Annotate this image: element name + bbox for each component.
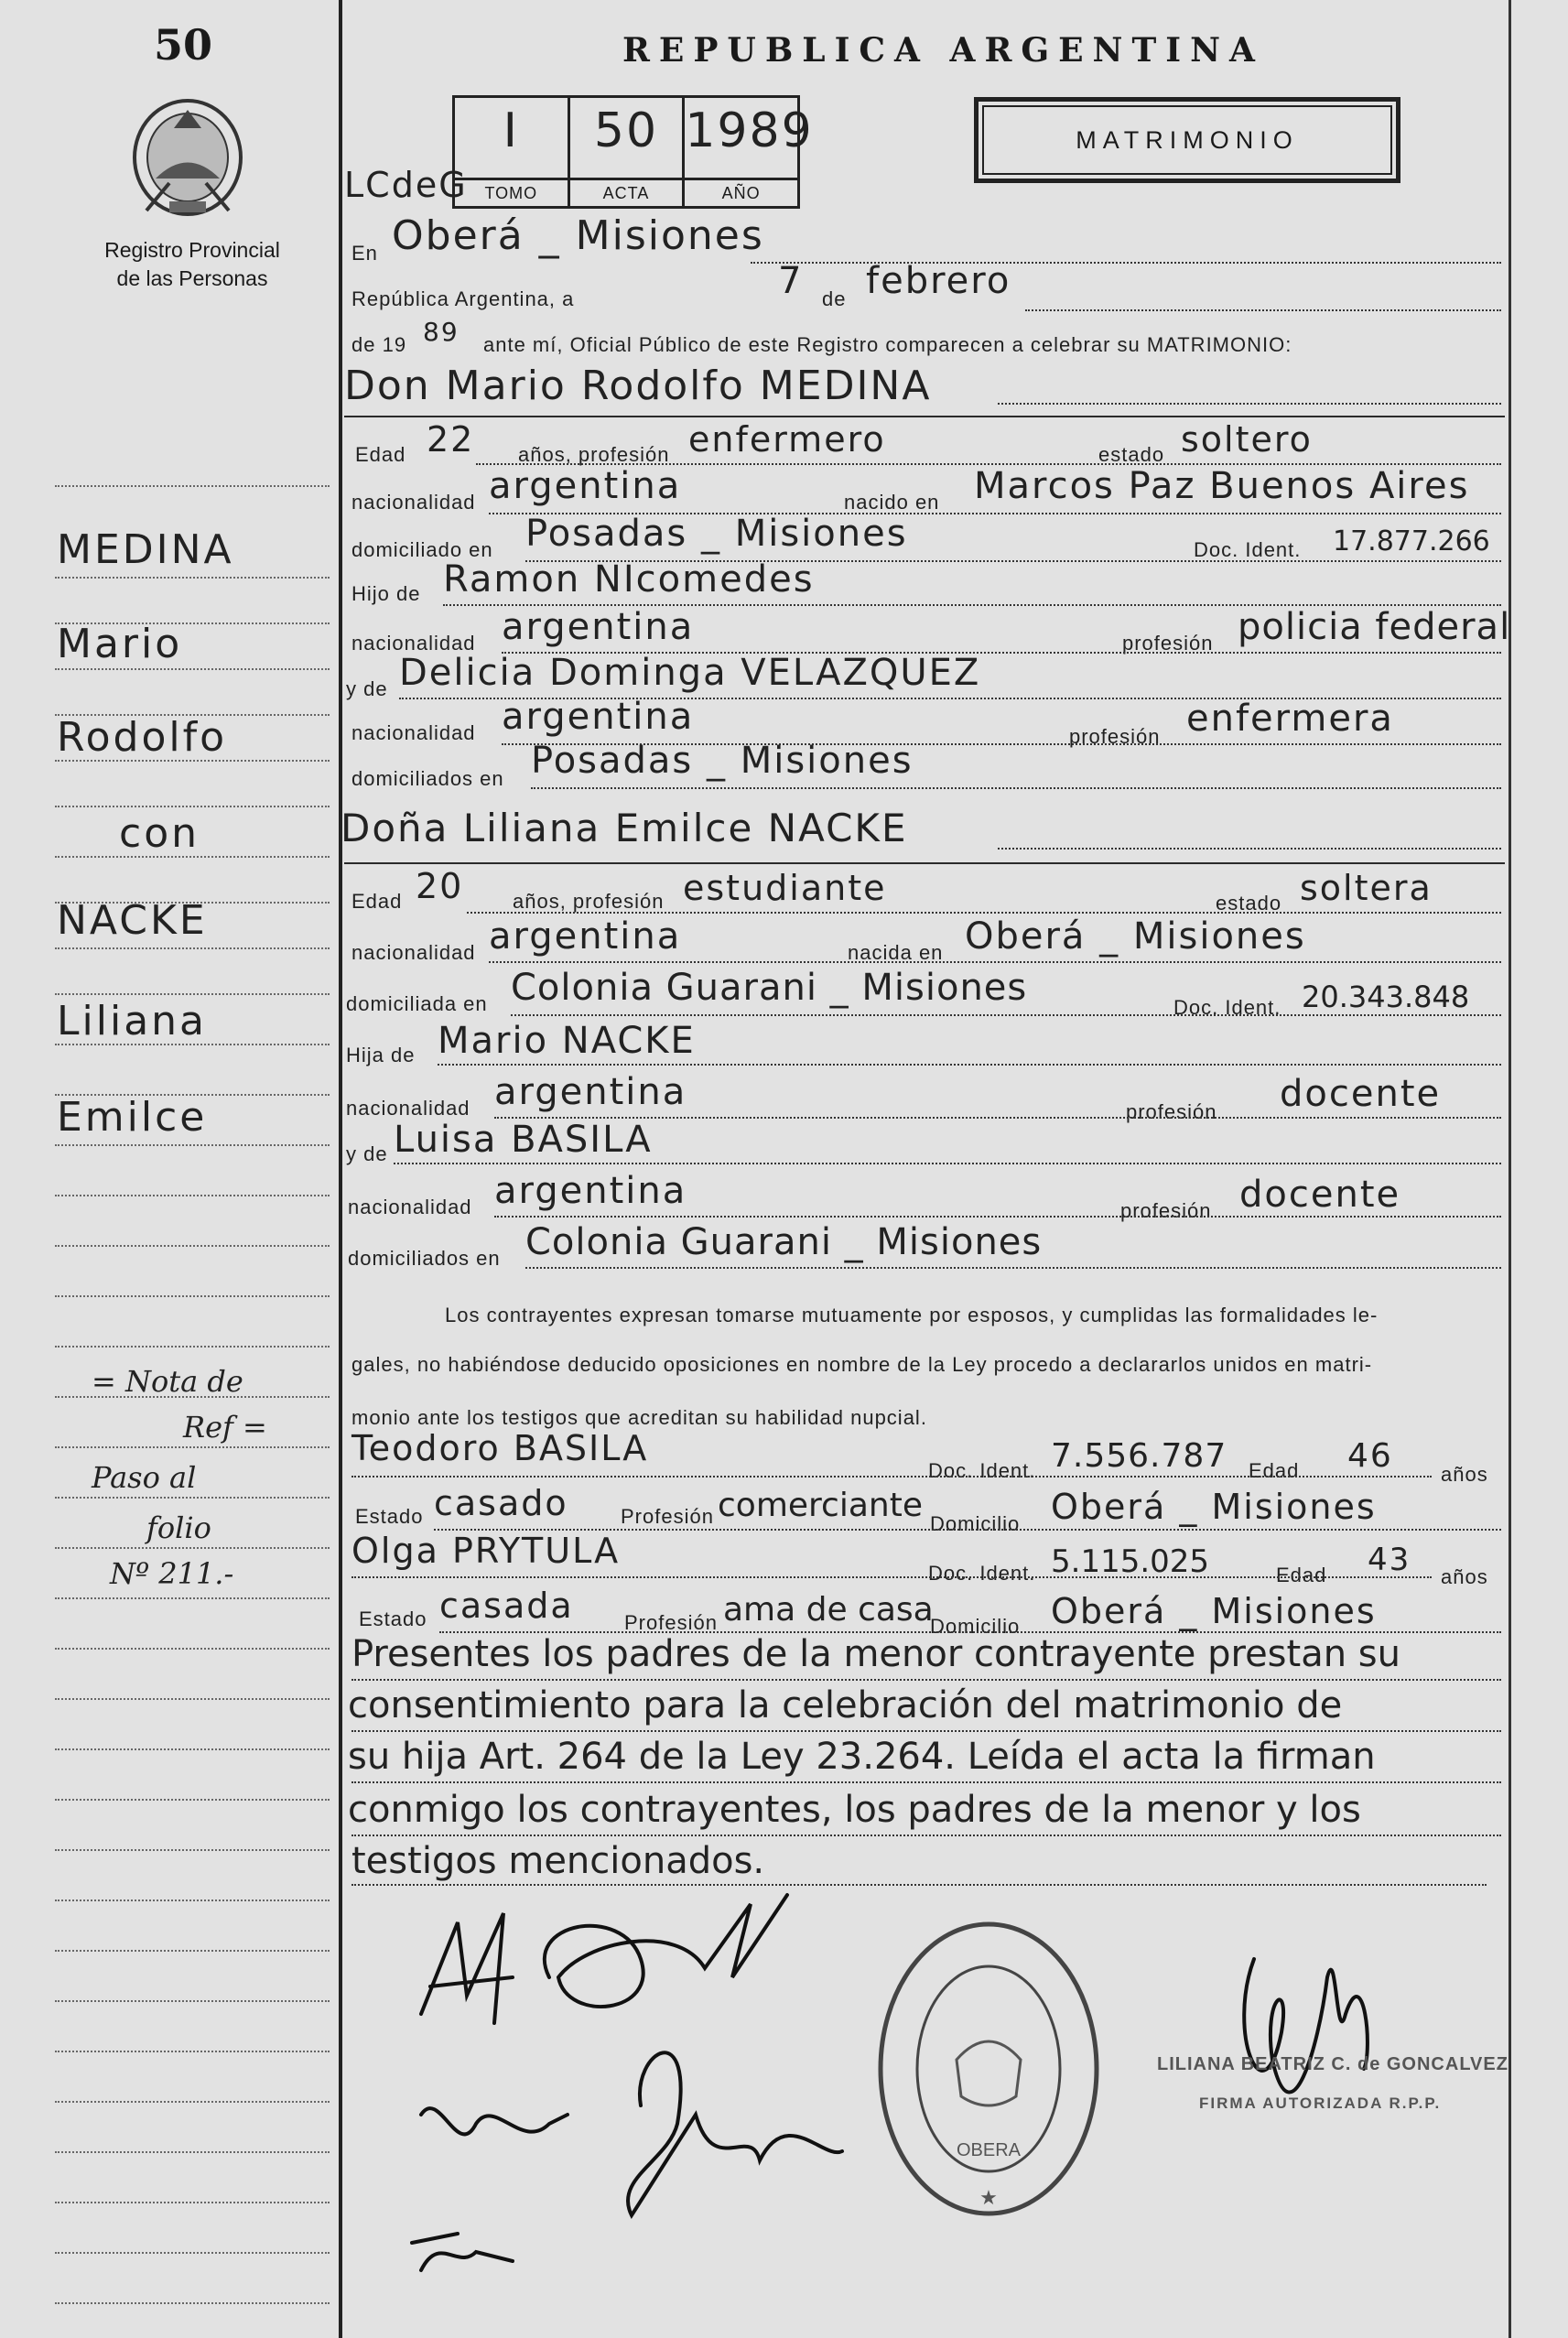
witness1-status: casado [434, 1483, 568, 1523]
ano-cell [685, 98, 814, 206]
book-prefix: LCdeG [344, 165, 468, 205]
bride-father-nat-label: nacionalidad [346, 1097, 470, 1120]
groom-yde-label: y de [346, 677, 388, 700]
acta-cell [570, 98, 686, 206]
date-line [1025, 309, 1501, 311]
bride-hija-label: Hija de [346, 1044, 416, 1066]
groom-father-prof-label: profesión [1122, 632, 1214, 655]
note-line-4: conmigo los contrayentes, los padres de la menor y los [348, 1789, 1361, 1831]
left-margin-rule [339, 0, 342, 2338]
bride-yde-label: y de [346, 1142, 388, 1165]
bride-parents-dom-line [525, 1267, 1501, 1269]
bride-mother-nat-label: nacionalidad [348, 1196, 472, 1218]
margin-line [55, 2302, 330, 2304]
groom-father-nat-label: nacionalidad [351, 632, 476, 655]
bride-doc-label: Doc. Ident. [1173, 996, 1281, 1019]
registry-line-1: Registro Provincial [104, 238, 280, 262]
official-signature [1227, 1922, 1391, 2160]
witness1-estado-label: Estado [355, 1505, 424, 1528]
margin-line [55, 1446, 330, 1448]
margin-line [55, 1597, 330, 1599]
bride-parents-dom: Colonia Guarani _ Misiones [525, 1221, 1043, 1263]
witness2-edad-label: Edad [1276, 1564, 1327, 1586]
bride-domicile: Colonia Guarani _ Misiones [511, 967, 1028, 1009]
acta-label: ACTA [570, 178, 683, 206]
registry-stamp [870, 1913, 1108, 2224]
republica-label: República Argentina, a [351, 287, 575, 310]
groom-father: Ramon NIcomedes [443, 558, 815, 601]
groom-domicile: Posadas _ Misiones [525, 513, 908, 555]
margin-line [55, 1950, 330, 1952]
margin-bride-first-name: Liliana [57, 998, 207, 1045]
witness1-name: Teodoro BASILA [351, 1428, 649, 1468]
groom-mother: Delicia Dominga VELAZQUEZ [399, 652, 981, 694]
groom-age: 22 [427, 419, 475, 460]
margin-line [55, 1900, 330, 1901]
margin-line [55, 1799, 330, 1801]
bride-father-prof: docente [1280, 1073, 1442, 1115]
margin-line [55, 1748, 330, 1750]
witness1-profession: comerciante [718, 1487, 923, 1524]
bride-age: 20 [416, 866, 464, 906]
margin-line [55, 1195, 330, 1196]
margin-line [55, 2252, 330, 2254]
note-line-3-rule [351, 1781, 1501, 1783]
note-line-1: Presentes los padres de la menor contrayente prestan su [351, 1633, 1400, 1675]
margin-note-line-4: folio [146, 1510, 211, 1545]
ano-label: AÑO [685, 178, 797, 206]
margin-line [55, 947, 330, 949]
note-line-5: testigos mencionados. [351, 1840, 765, 1882]
declaration-line-2: gales, no habiéndose deducido oposiciones en nombre de la Ley procedo a declararlos unidos en matri- [351, 1353, 1373, 1376]
witness2-status: casada [439, 1586, 574, 1626]
bride-edad-label: Edad [351, 890, 403, 913]
groom-name-line [998, 403, 1501, 405]
tomo-value: I [503, 103, 519, 158]
bride-age-line [467, 912, 1501, 914]
note-line-1-rule [351, 1679, 1501, 1681]
bride-mother-prof-label: profesión [1120, 1199, 1212, 1222]
tomo-cell [455, 98, 570, 206]
groom-dom-label: domiciliado en [351, 538, 493, 561]
groom-doc-label: Doc. Ident. [1194, 538, 1302, 561]
signatures-block [403, 1886, 915, 2325]
groom-parents-dom-line [531, 787, 1501, 789]
bride-nationality: argentina [489, 915, 682, 958]
margin-groom-middle-name: Rodolfo [57, 714, 227, 761]
official-title: FIRMA AUTORIZADA R.P.P. [1199, 2094, 1442, 2112]
bride-mother-nat-line [494, 1216, 1501, 1218]
year-prefix: de 19 [351, 333, 407, 356]
margin-line [55, 2101, 330, 2103]
bride-mother: Luisa BASILA [394, 1119, 653, 1161]
en-label: En [351, 242, 378, 265]
groom-parents-dom: Posadas _ Misiones [531, 740, 914, 782]
groom-father-nat: argentina [502, 606, 695, 648]
bride-dom-line [511, 1014, 1501, 1016]
ano-value: 1989 [685, 103, 814, 158]
page-number: 50 [154, 20, 213, 70]
groom-mother-prof: enfermera [1186, 698, 1394, 740]
note-line-2: consentimiento para la celebración del matrimonio de [348, 1684, 1343, 1726]
groom-nationality: argentina [489, 465, 682, 507]
witness1-doc-label: Doc. Ident. [928, 1459, 1036, 1482]
groom-estado-label: estado [1098, 443, 1165, 466]
margin-line [55, 1346, 330, 1348]
groom-status: soltero [1181, 419, 1313, 460]
month-value: febrero [866, 260, 1011, 302]
bride-name: Doña Liliana Emilce NACKE [341, 806, 908, 850]
groom-anos-prof-label: años, profesión [518, 443, 670, 466]
witness2-prof-label: Profesión [624, 1611, 718, 1634]
groom-nac-label: nacionalidad [351, 491, 476, 514]
margin-line [55, 1144, 330, 1146]
groom-parents-dom-label: domiciliados en [351, 767, 504, 790]
groom-mother-nat: argentina [502, 696, 695, 738]
margin-groom-surname: MEDINA [57, 526, 234, 573]
right-margin-rule [1509, 0, 1511, 2338]
margin-line [55, 1698, 330, 1700]
groom-birthplace: Marcos Paz Buenos Aires [974, 465, 1470, 507]
bride-mother-line [394, 1163, 1501, 1164]
registry-name [73, 236, 311, 293]
stamp-city: OBERA [956, 2140, 1022, 2160]
margin-bride-surname: NACKE [57, 897, 208, 944]
margin-note-line-3: Paso al [92, 1460, 197, 1495]
acta-value: 50 [593, 103, 659, 158]
witness2-profession: ama de casa [723, 1591, 934, 1629]
declaration-line-3: monio ante los testigos que acreditan su habilidad nupcial. [351, 1406, 927, 1429]
witness1-edad-label: Edad [1249, 1459, 1300, 1482]
witness1-age: 46 [1347, 1437, 1393, 1475]
country-heading: REPUBLICA ARGENTINA [622, 31, 1264, 70]
margin-line [55, 1648, 330, 1650]
witness-signature [412, 2234, 513, 2270]
margin-line [55, 2051, 330, 2052]
groom-edad-label: Edad [355, 443, 406, 466]
bride-profession: estudiante [683, 868, 887, 908]
place-line [751, 262, 1501, 264]
witness2-name: Olga PRYTULA [351, 1531, 621, 1571]
margin-line [55, 806, 330, 807]
witness1-domicile: Oberá _ Misiones [1051, 1487, 1377, 1527]
margin-line [55, 2202, 330, 2203]
mother-signature [628, 2052, 842, 2215]
margin-line [55, 1497, 330, 1499]
reference-box [452, 95, 814, 209]
margin-note-line-2: Ref = [183, 1410, 267, 1445]
note-line-2-rule [351, 1730, 1501, 1732]
groom-hijo-label: Hijo de [351, 582, 421, 605]
groom-mother-prof-label: profesión [1069, 725, 1161, 748]
witness2-line [351, 1576, 1432, 1578]
groom-rule [344, 416, 1505, 417]
groom-doc: 17.877.266 [1333, 525, 1490, 557]
witness2-doc-label: Doc. Ident. [928, 1562, 1036, 1585]
bride-signature [545, 1895, 787, 2007]
margin-note-line-5: Nº 211.- [110, 1556, 234, 1591]
bride-father: Mario NACKE [438, 1020, 696, 1062]
bride-father-line [438, 1064, 1501, 1066]
bride-mother-prof: docente [1239, 1174, 1401, 1216]
margin-line [55, 485, 330, 487]
groom-signature [421, 1913, 513, 2023]
bride-father-nat: argentina [494, 1071, 687, 1113]
bride-nacida-label: nacida en [848, 941, 944, 964]
statement-text: ante mí, Oficial Público de este Registro comparecen a celebrar su MATRIMONIO: [483, 333, 1292, 356]
groom-profession: enfermero [688, 419, 886, 460]
bride-rule [344, 862, 1505, 864]
witness1-doc: 7.556.787 [1051, 1437, 1227, 1475]
declaration-line-1: Los contrayentes expresan tomarse mutuamente por esposos, y cumplidas las formalidades le- [445, 1304, 1379, 1326]
place-value: Oberá _ Misiones [392, 212, 764, 259]
bride-status: soltera [1300, 868, 1433, 908]
witness2-anos-label: años [1441, 1565, 1488, 1588]
witness2-age: 43 [1368, 1542, 1411, 1578]
bride-anos-prof-label: años, profesión [513, 890, 665, 913]
witness1-prof-label: Profesión [621, 1505, 714, 1528]
groom-nacido-label: nacido en [844, 491, 940, 514]
margin-note-line-1: = Nota de [92, 1364, 243, 1399]
bride-estado-label: estado [1216, 892, 1282, 915]
groom-name: Don Mario Rodolfo MEDINA [344, 363, 932, 409]
father-signature [421, 2108, 568, 2134]
bride-nac-line [489, 961, 1501, 963]
margin-line [55, 1295, 330, 1297]
witness2-dom-label: Domicilio [930, 1615, 1021, 1638]
witness1-anos-label: años [1441, 1463, 1488, 1486]
margin-line [55, 577, 330, 579]
registry-line-2: de las Personas [116, 266, 268, 290]
bride-parents-dom-label: domiciliados en [348, 1247, 501, 1270]
bride-nac-label: nacionalidad [351, 941, 476, 964]
margin-line [55, 668, 330, 670]
witness1-dom-label: Domicilio [930, 1512, 1021, 1535]
margin-bride-middle-name: Emilce [57, 1094, 208, 1141]
groom-mother-nat-label: nacionalidad [351, 721, 476, 744]
witness1-line [351, 1476, 1432, 1477]
margin-line [55, 1245, 330, 1247]
groom-father-prof: policia federal [1238, 606, 1511, 648]
margin-line [55, 2000, 330, 2002]
provincial-seal-icon [119, 92, 256, 229]
margin-line [55, 2151, 330, 2153]
margin-connector: con [119, 810, 200, 857]
bride-dom-label: domiciliada en [346, 992, 488, 1015]
note-line-3: su hija Art. 264 de la Ley 23.264. Leída el acta la firman [348, 1736, 1376, 1778]
tomo-label: TOMO [455, 178, 568, 206]
day-value: 7 [778, 260, 804, 302]
bride-mother-nat: argentina [494, 1170, 687, 1212]
witness2-estado-label: Estado [359, 1607, 427, 1630]
official-name: LILIANA BEATRIZ C. de GONCALVEZ [1157, 2054, 1509, 2074]
de-label: de [822, 287, 847, 310]
svg-text:★: ★ [979, 2186, 998, 2209]
witness2-domicile: Oberá _ Misiones [1051, 1591, 1377, 1631]
witness2-doc: 5.115.025 [1051, 1543, 1210, 1580]
margin-line [55, 993, 330, 995]
note-line-4-rule [351, 1835, 1501, 1836]
bride-father-prof-label: profesión [1126, 1100, 1217, 1123]
bride-birthplace: Oberá _ Misiones [965, 915, 1306, 958]
margin-line [55, 1849, 330, 1851]
bride-doc: 20.343.848 [1302, 980, 1470, 1014]
margin-line [55, 1547, 330, 1549]
margin-groom-first-name: Mario [57, 621, 183, 667]
bride-name-line [998, 848, 1501, 850]
year-suffix: 89 [423, 317, 460, 347]
record-type-box: MATRIMONIO [974, 97, 1400, 183]
